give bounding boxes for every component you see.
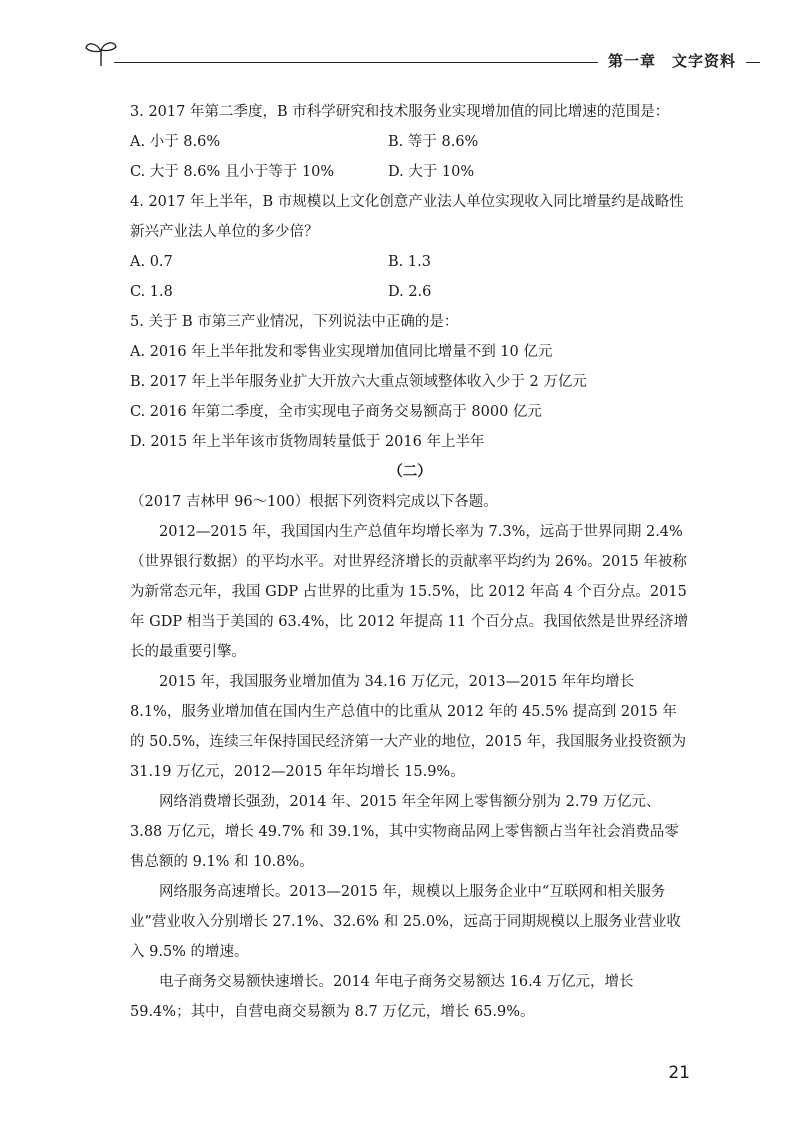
chapter-title: 第一章 文字资料: [598, 50, 746, 71]
page-number: 21: [668, 1063, 690, 1083]
section-heading: （二）: [388, 463, 432, 480]
option-b: B. 1.3: [388, 254, 431, 270]
option-d: D. 大于 10%: [388, 164, 475, 180]
option-d: D. 2.6: [388, 284, 432, 300]
body-paragraph: 网络服务高速增长。2013—2015 年，规模以上服务企业中“互联网和相关服务业”营业收入分别增长 27.1%、32.6% 和 25.0%，远高于同期规模以上服务业营业收入 9.5% 的增速。: [130, 884, 681, 960]
body-paragraph: 网络消费增长强劲，2014 年、2015 年全年网上零售额分别为 2.79 万亿元、3.88 万亿元，增长 49.7% 和 39.1%，其中实物商品网上零售额占当年社会消费品零售总额的 9.1% 和 10.8%。: [130, 794, 679, 870]
option-a: A. 小于 8.6%: [130, 134, 221, 150]
option-a: A. 2016 年上半年批发和零售业实现增加值同比增量不到 10 亿元: [130, 344, 553, 360]
option-b: B. 2017 年上半年服务业扩大开放六大重点领域整体收入少于 2 万亿元: [130, 374, 587, 390]
sprout-icon: [84, 38, 118, 68]
running-header: [84, 44, 760, 74]
question-stem: 3. 2017 年第二季度，B 市科学研究和技术服务业实现增加值的同比增速的范围是：: [130, 104, 670, 120]
option-a: A. 0.7: [130, 254, 173, 270]
option-list: [130, 337, 690, 457]
option-b: B. 等于 8.6%: [388, 134, 479, 150]
option-d: D. 2015 年上半年该市货物周转量低于 2016 年上半年: [130, 434, 485, 450]
option-c: C. 2016 年第二季度，全市实现电子商务交易额高于 8000 亿元: [130, 404, 542, 420]
option-c: C. 1.8: [130, 284, 173, 300]
option-list: [130, 127, 690, 187]
option-list: [130, 247, 690, 307]
question-stem: 5. 关于 B 市第三产业情况，下列说法中正确的是：: [130, 314, 459, 330]
section-intro: （2017 吉林甲 96～100）根据下列资料完成以下各题。: [130, 494, 498, 510]
body-paragraph: 电子商务交易额快速增长。2014 年电子商务交易额达 16.4 万亿元，增长 59.4%；其中，自营电商交易额为 8.7 万亿元，增长 65.9%。: [130, 974, 634, 1020]
body-paragraph: 2015 年，我国服务业增加值为 34.16 万亿元，2013—2015 年年均增长 8.1%，服务业增加值在国内生产总值中的比重从 2012 年的 45.5% 提高到 2015 年的 50.5%，连续三年保持国民经济第一大产业的地位，2015 年，我国服务业投资额为 31.19 万亿元，2012—2015 年年均增长 15.9%。: [130, 674, 687, 780]
page-content: [130, 97, 690, 1027]
question-stem: 4. 2017 年上半年，B 市规模以上文化创意产业法人单位实现收入同比增量约是战略性新兴产业法人单位的多少倍？: [130, 194, 684, 240]
option-c: C. 大于 8.6% 且小于等于 10%: [130, 164, 335, 180]
body-paragraph: 2012—2015 年，我国国内生产总值年均增长率为 7.3%，远高于世界同期 2.4%（世界银行数据）的平均水平。对世界经济增长的贡献率平均约为 26%。2015 年被称为新常态元年，我国 GDP 占世界的比重为 15.5%，比 2012 年高 4 个百分点。2015 年 GDP 相当于美国的 63.4%，比 2012 年提高 11 个百分点。我国依然是世界经济增长的最重要引擎。: [130, 524, 689, 660]
